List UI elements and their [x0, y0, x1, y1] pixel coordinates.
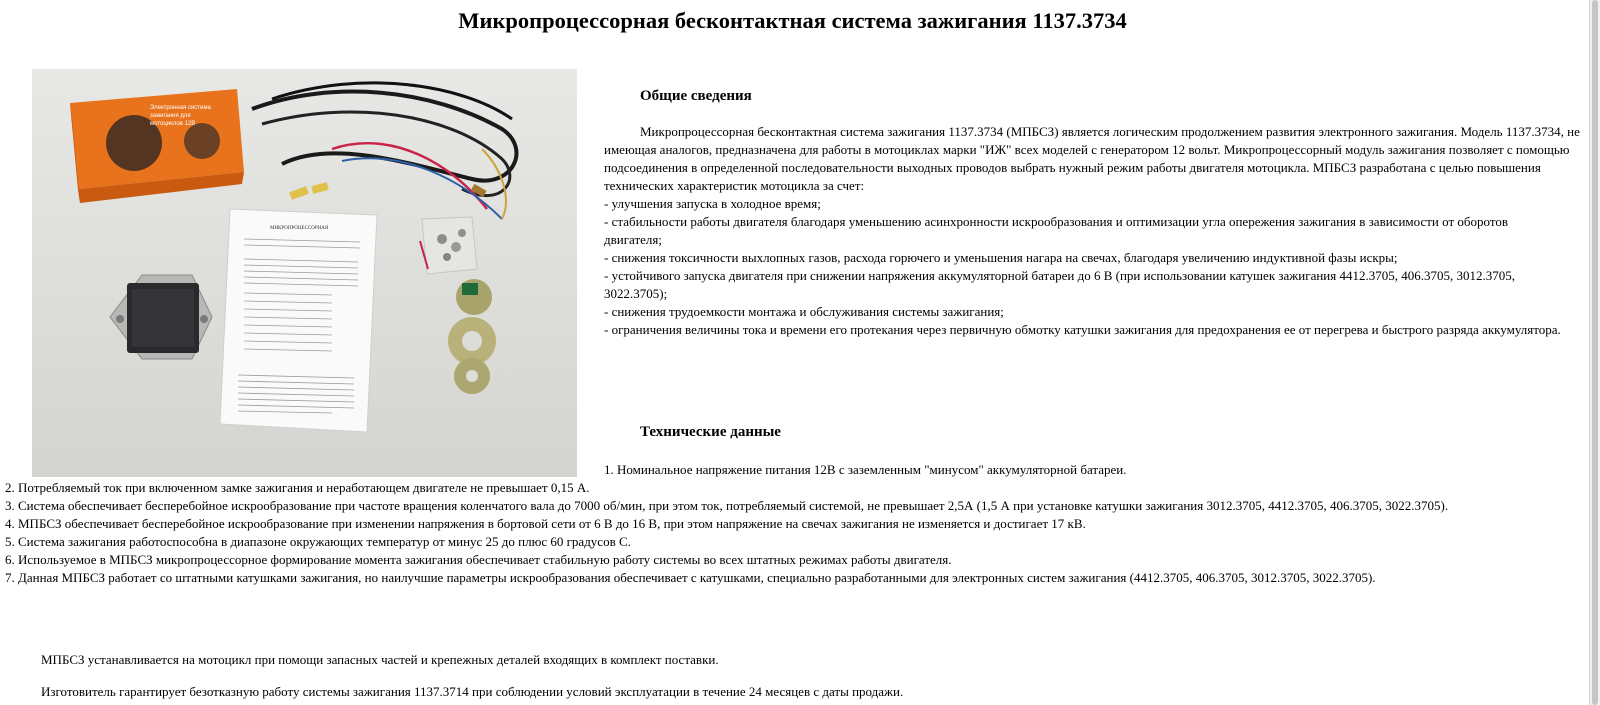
technical-heading: Технические данные [640, 424, 781, 440]
benefits-list [604, 195, 1564, 339]
list-item: 6. Используемое в МПБСЗ микропроцессорное формирование момента зажигания обеспечивает стабильную работу системы во всех штатных режимах работы двигателя. [5, 552, 952, 567]
list-item: - улучшения запуска в холодное время; [604, 196, 821, 211]
box-label-line1: Электронная система [150, 105, 211, 111]
box-label-line3: мотоциклов 12В [150, 121, 196, 127]
list-item: 3. Система обеспечивает бесперебойное искрообразование при частоте вращения коленчатого вала до 7000 об/мин, при этом ток, потребляемый системой, не превышает 2,5А (1,5 А при установке катушки зажигания 3012.3705, 4412.3705, 406.3705, 3022.3705). [5, 498, 1449, 513]
list-item: 4. МПБСЗ обеспечивает бесперебойное искрообразование при изменении напряжения в бортовой сети от 6 В до 16 В, при этом напряжение на свечах зажигания не изменяется и достигает 17 кВ. [5, 516, 1086, 531]
list-item: - устойчивого запуска двигателя при снижении напряжения аккумуляторной батареи до 6 В (при использовании катушек зажигания 4412.3705, 406.3705, 3012.3705, 3022.3705); [604, 268, 1515, 301]
list-item: - снижения токсичности выхлопных газов, расхода горючего и уменьшения нагара на свечах, благодаря увеличению индуктивной фазы искры; [604, 250, 1398, 265]
general-heading: Общие сведения [640, 88, 752, 104]
list-item: - ограничения величины тока и времени его протекания через первичную обмотку катушки зажигания для предохранения ее от перегрева и быстрого разряда аккумулятора. [604, 322, 1561, 337]
list-item: 5. Система зажигания работоспособна в диапазоне окружающих температур от минус 25 до плюс 60 градусов С. [5, 534, 631, 549]
general-intro-text: Микропроцессорная бесконтактная система зажигания 1137.3734 (МПБСЗ) является логическим продолжением развития электронного зажигания. Модель 1137.3734, не имеющая аналогов, предназначена для работы в мотоциклах марки "ИЖ" всех моделей с генератором 12 вольт. Микропроцессорный модуль зажигания позволяет с помощью подсоединения в определенной последовательности выходных проводов выбрать нужный режим работы двигателя мотоцикла. МПБСЗ разработана с целью повышения технических характеристик мотоцикла за счет: [604, 124, 1580, 193]
warranty-note: Изготовитель гарантирует безотказную работу системы зажигания 1137.3714 при соблюдении условий эксплуатации в течение 24 месяцев с даты продажи. [41, 684, 904, 699]
product-photo-illustration [32, 69, 577, 477]
list-item: 7. Данная МПБСЗ работает со штатными катушками зажигания, но наилучшие параметры искрообразования обеспечивает с катушками, специально разработанными для электронных систем зажигания (4412.3705, 406.3705, 3012.3705, 3022.3705). [5, 570, 1376, 585]
technical-list [5, 479, 1540, 587]
product-photo [32, 69, 577, 477]
doc-heading: МИКРОПРОЦЕССОРНАЯ [270, 226, 329, 231]
list-item: - снижения трудоемкости монтажа и обслуживания системы зажигания; [604, 304, 1004, 319]
list-item: - стабильности работы двигателя благодаря уменьшению асинхронности искрообразования и оптимизации угла опережения зажигания в зависимости от оборотов двигателя; [604, 214, 1508, 247]
list-item: 1. Номинальное напряжение питания 12В с заземленным "минусом" аккумуляторной батареи. [604, 462, 1127, 477]
page-title: Микропроцессорная бесконтактная система зажигания 1137.3734 [458, 8, 1127, 33]
scrollbar-thumb[interactable] [1592, 0, 1598, 705]
vertical-scrollbar[interactable] [1589, 0, 1600, 705]
list-item: 2. Потребляемый ток при включенном замке зажигания и неработающем двигателе не превышает 0,15 А. [5, 480, 590, 495]
install-note: МПБСЗ устанавливается на мотоцикл при помощи запасных частей и крепежных деталей входящих в комплект поставки. [41, 652, 719, 667]
box-label-line2: зажигания для [150, 113, 191, 119]
general-intro [604, 123, 1589, 195]
